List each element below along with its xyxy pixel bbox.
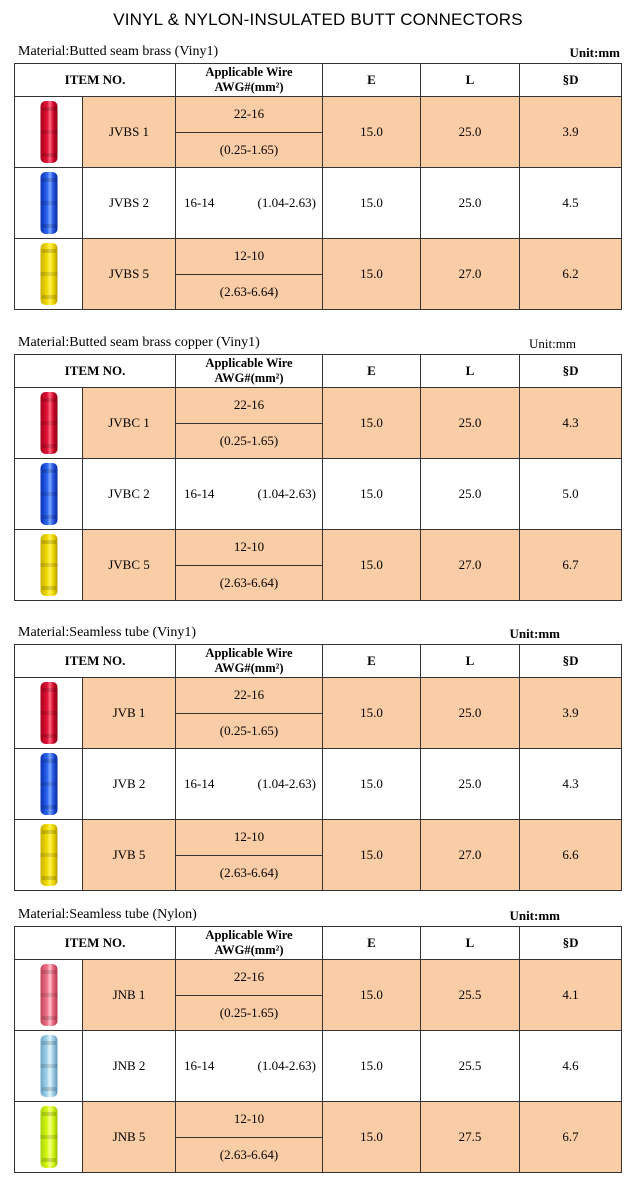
item-no-cell: JNB 1 <box>83 960 176 1031</box>
e-cell: 15.0 <box>323 960 421 1031</box>
d-cell: 6.2 <box>520 239 622 310</box>
header-l: L <box>421 927 520 960</box>
header-l: L <box>421 645 520 678</box>
product-image-cell <box>15 1102 83 1173</box>
d-cell: 4.3 <box>520 749 622 820</box>
translucent-blue-butt-connector-icon <box>40 1035 57 1097</box>
e-cell: 15.0 <box>323 678 421 749</box>
table-row <box>15 168 622 239</box>
material-line <box>14 624 622 644</box>
wire-mm: (2.63-6.64) <box>219 283 279 299</box>
unit-label: Unit:mm <box>509 908 560 923</box>
product-image-cell <box>15 168 83 239</box>
product-image-cell <box>15 239 83 310</box>
wire-mm: (2.63-6.64) <box>219 864 279 880</box>
material-label: Material:Butted seam brass (Viny1) <box>18 44 219 59</box>
material-line <box>14 43 622 63</box>
l-cell: 27.0 <box>421 239 520 310</box>
header-wire-line1: Applicable Wire <box>205 928 293 942</box>
unit-label: Unit:mm <box>569 45 620 60</box>
product-image-cell <box>15 820 83 891</box>
red-butt-connector-icon <box>40 682 57 744</box>
spec-table <box>14 926 622 1173</box>
section-butted-seam-brass-copper <box>14 334 622 601</box>
d-cell: 6.7 <box>520 1102 622 1173</box>
table-row <box>15 960 622 1031</box>
header-wire-line2: AWG#(mm²) <box>214 371 284 385</box>
table-row <box>15 388 622 459</box>
table-row <box>15 97 622 168</box>
l-cell: 25.0 <box>421 388 520 459</box>
item-no-cell: JVB 1 <box>83 678 176 749</box>
wire-cell <box>176 530 323 601</box>
wire-awg: 22-16 <box>176 678 322 714</box>
item-no-cell: JVB 5 <box>83 820 176 891</box>
header-wire-line2: AWG#(mm²) <box>214 661 284 675</box>
material-line <box>14 334 622 354</box>
item-no-cell: JVBC 2 <box>83 459 176 530</box>
l-cell: 25.0 <box>421 749 520 820</box>
header-item-no: ITEM NO. <box>15 64 176 97</box>
wire-cell <box>176 388 323 459</box>
wire-awg: 22-16 <box>176 960 322 996</box>
e-cell: 15.0 <box>323 530 421 601</box>
blue-butt-connector-icon <box>40 172 57 234</box>
l-cell: 25.5 <box>421 1031 520 1102</box>
table-row <box>15 1031 622 1102</box>
d-cell: 4.6 <box>520 1031 622 1102</box>
header-row <box>15 355 622 388</box>
page-title: VINYL & NYLON-INSULATED BUTT CONNECTORS <box>113 10 523 29</box>
wire-awg: 12-10 <box>176 239 322 275</box>
d-cell: 5.0 <box>520 459 622 530</box>
header-e: E <box>323 927 421 960</box>
table-row <box>15 678 622 749</box>
l-cell: 27.5 <box>421 1102 520 1173</box>
d-cell: 4.1 <box>520 960 622 1031</box>
header-wire-line1: Applicable Wire <box>205 356 293 370</box>
red-butt-connector-icon <box>40 101 57 163</box>
header-e: E <box>323 355 421 388</box>
header-item-no: ITEM NO. <box>15 645 176 678</box>
e-cell: 15.0 <box>323 388 421 459</box>
header-applicable-wire <box>176 64 323 97</box>
e-cell: 15.0 <box>323 749 421 820</box>
wire-mm: (2.63-6.64) <box>219 574 279 590</box>
header-d: §D <box>520 645 622 678</box>
spec-table <box>14 354 622 601</box>
e-cell: 15.0 <box>323 1031 421 1102</box>
unit-label: Unit:mm <box>509 626 560 641</box>
l-cell: 25.0 <box>421 678 520 749</box>
product-image-cell <box>15 960 83 1031</box>
blue-butt-connector-icon <box>40 753 57 815</box>
header-d: §D <box>520 927 622 960</box>
item-no-cell: JVBC 1 <box>83 388 176 459</box>
d-cell: 4.5 <box>520 168 622 239</box>
product-image-cell <box>15 678 83 749</box>
l-cell: 27.0 <box>421 820 520 891</box>
translucent-red-butt-connector-icon <box>40 964 57 1026</box>
l-cell: 27.0 <box>421 530 520 601</box>
e-cell: 15.0 <box>323 97 421 168</box>
wire-cell <box>176 97 323 168</box>
wire-awg: 22-16 <box>176 388 322 424</box>
header-applicable-wire <box>176 927 323 960</box>
wire-mm: (1.04-2.63) <box>257 195 317 210</box>
item-no-cell: JNB 2 <box>83 1031 176 1102</box>
wire-cell <box>176 678 323 749</box>
e-cell: 15.0 <box>323 168 421 239</box>
d-cell: 6.7 <box>520 530 622 601</box>
wire-cell <box>176 168 323 239</box>
table-row <box>15 749 622 820</box>
e-cell: 15.0 <box>323 820 421 891</box>
header-e: E <box>323 645 421 678</box>
wire-awg: 22-16 <box>176 97 322 133</box>
section-seamless-tube-vinyl <box>14 624 622 891</box>
header-row <box>15 927 622 960</box>
item-no-cell: JVBS 5 <box>83 239 176 310</box>
wire-cell <box>176 1102 323 1173</box>
yellow-butt-connector-icon <box>40 534 57 596</box>
wire-awg: 16-14 <box>184 195 215 210</box>
wire-cell <box>176 749 323 820</box>
wire-mm: (0.25-1.65) <box>219 722 279 738</box>
wire-awg: 16-14 <box>184 1058 215 1073</box>
wire-mm: (0.25-1.65) <box>219 1004 279 1020</box>
item-no-cell: JVBS 2 <box>83 168 176 239</box>
item-no-cell: JVBC 5 <box>83 530 176 601</box>
e-cell: 15.0 <box>323 239 421 310</box>
product-image-cell <box>15 459 83 530</box>
header-e: E <box>323 64 421 97</box>
product-image-cell <box>15 1031 83 1102</box>
table-row <box>15 1102 622 1173</box>
wire-cell <box>176 960 323 1031</box>
wire-awg: 12-10 <box>176 1102 322 1138</box>
header-row <box>15 64 622 97</box>
red-butt-connector-icon <box>40 392 57 454</box>
l-cell: 25.5 <box>421 960 520 1031</box>
header-d: §D <box>520 64 622 97</box>
header-l: L <box>421 355 520 388</box>
material-label: Material:Butted seam brass copper (Viny1) <box>18 335 260 350</box>
material-label: Material:Seamless tube (Viny1) <box>18 625 197 640</box>
product-image-cell <box>15 97 83 168</box>
l-cell: 25.0 <box>421 168 520 239</box>
wire-cell <box>176 820 323 891</box>
wire-mm: (0.25-1.65) <box>219 432 279 448</box>
wire-mm: (0.25-1.65) <box>219 141 279 157</box>
table-row <box>15 530 622 601</box>
header-l: L <box>421 64 520 97</box>
header-row <box>15 645 622 678</box>
wire-mm: (2.63-6.64) <box>219 1146 279 1162</box>
wire-cell <box>176 459 323 530</box>
yellow-butt-connector-icon <box>40 824 57 886</box>
d-cell: 3.9 <box>520 97 622 168</box>
header-d: §D <box>520 355 622 388</box>
product-image-cell <box>15 530 83 601</box>
material-label: Material:Seamless tube (Nylon) <box>18 907 197 922</box>
wire-cell <box>176 1031 323 1102</box>
d-cell: 3.9 <box>520 678 622 749</box>
yellow-butt-connector-icon <box>40 243 57 305</box>
item-no-cell: JNB 5 <box>83 1102 176 1173</box>
product-image-cell <box>15 388 83 459</box>
l-cell: 25.0 <box>421 97 520 168</box>
blue-butt-connector-icon <box>40 463 57 525</box>
header-wire-line2: AWG#(mm²) <box>214 943 284 957</box>
translucent-yellow-butt-connector-icon <box>40 1106 57 1168</box>
e-cell: 15.0 <box>323 459 421 530</box>
header-wire-line1: Applicable Wire <box>205 65 293 79</box>
spec-table <box>14 63 622 310</box>
spec-table <box>14 644 622 891</box>
l-cell: 25.0 <box>421 459 520 530</box>
unit-label: Unit:mm <box>529 336 576 351</box>
wire-cell <box>176 239 323 310</box>
wire-awg: 12-10 <box>176 530 322 566</box>
header-applicable-wire <box>176 645 323 678</box>
table-row <box>15 459 622 530</box>
item-no-cell: JVBS 1 <box>83 97 176 168</box>
section-seamless-tube-nylon <box>14 906 622 1173</box>
wire-mm: (1.04-2.63) <box>257 776 317 791</box>
e-cell: 15.0 <box>323 1102 421 1173</box>
table-row <box>15 239 622 310</box>
wire-mm: (1.04-2.63) <box>257 486 317 501</box>
wire-awg: 16-14 <box>184 486 215 501</box>
header-wire-line2: AWG#(mm²) <box>214 80 284 94</box>
wire-awg: 16-14 <box>184 776 215 791</box>
item-no-cell: JVB 2 <box>83 749 176 820</box>
material-line <box>14 906 622 926</box>
wire-mm: (1.04-2.63) <box>257 1058 317 1073</box>
wire-awg: 12-10 <box>176 820 322 856</box>
table-row <box>15 820 622 891</box>
product-image-cell <box>15 749 83 820</box>
d-cell: 4.3 <box>520 388 622 459</box>
d-cell: 6.6 <box>520 820 622 891</box>
header-wire-line1: Applicable Wire <box>205 646 293 660</box>
header-item-no: ITEM NO. <box>15 355 176 388</box>
section-butted-seam-brass <box>14 43 622 310</box>
header-item-no: ITEM NO. <box>15 927 176 960</box>
header-applicable-wire <box>176 355 323 388</box>
